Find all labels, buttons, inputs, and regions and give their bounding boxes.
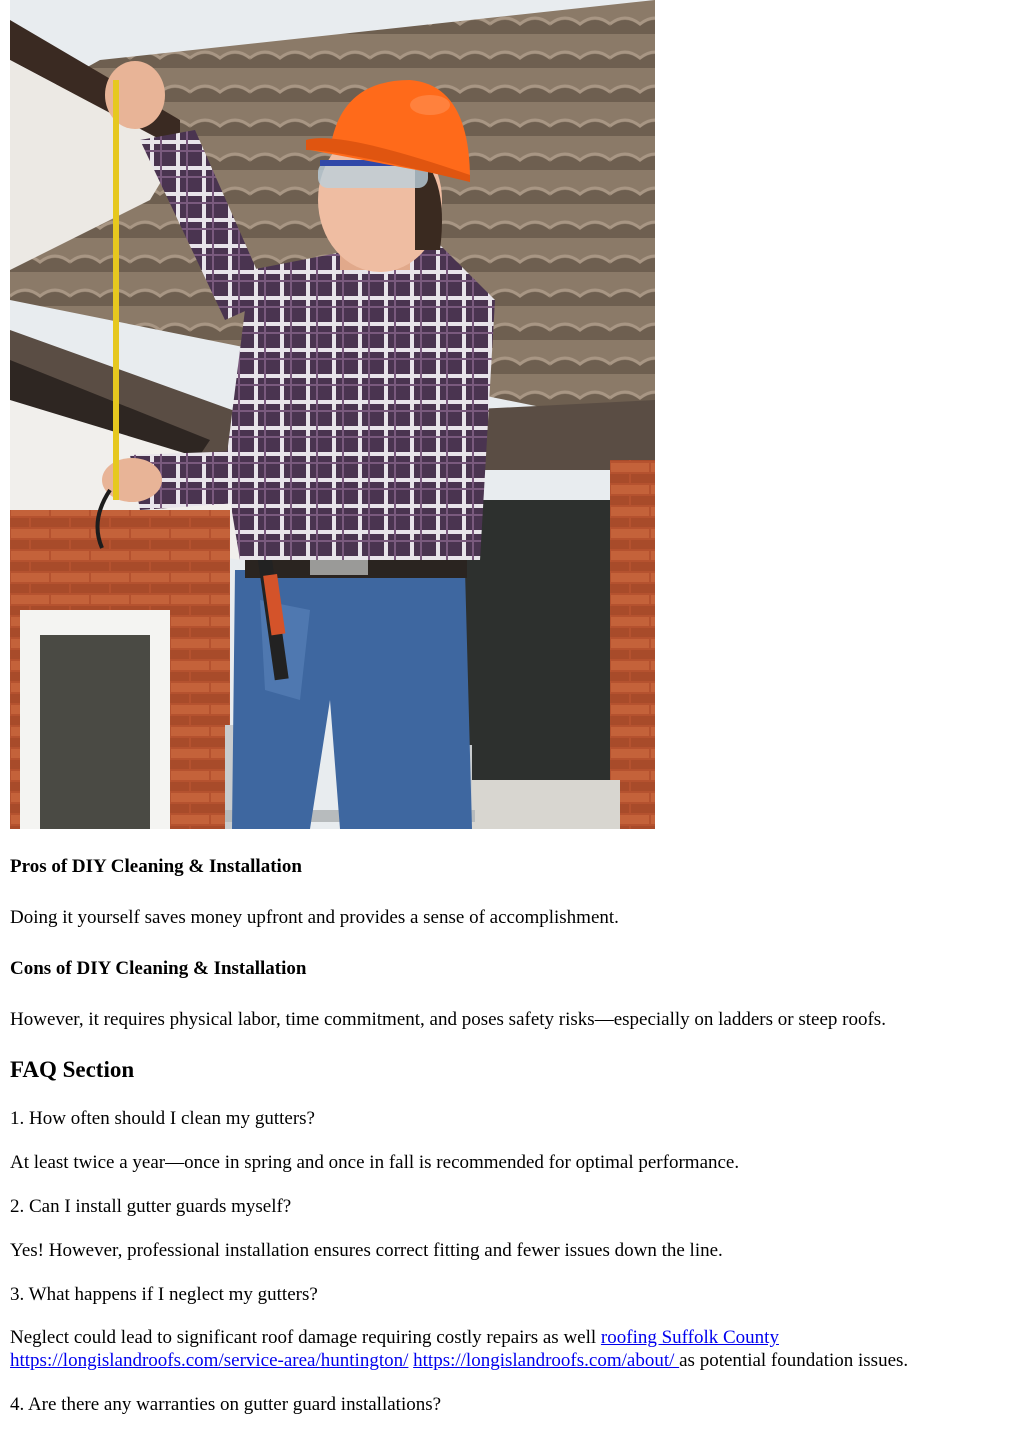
faq-answer-3-text-after: as potential foundation issues.	[679, 1350, 909, 1371]
article	[10, 0, 1010, 1415]
faq-answer-3	[10, 1326, 1010, 1372]
cons-paragraph: However, it requires physical labor, time commitment, and poses safety risks—especially on ladders or steep roofs.	[10, 1009, 886, 1030]
hero-photo-illustration	[10, 0, 655, 829]
huntington-service-area-link[interactable]: https://longislandroofs.com/service-area/huntington/	[10, 1350, 409, 1371]
faq-question-2: 2. Can I install gutter guards myself?	[10, 1196, 292, 1217]
faq-answer-3-text-before: Neglect could lead to significant roof damage requiring costly repairs as well	[10, 1327, 601, 1348]
faq-question-1: 1. How often should I clean my gutters?	[10, 1108, 315, 1129]
faq-answer-1: At least twice a year—once in spring and once in fall is recommended for optimal performance.	[10, 1152, 740, 1173]
pros-heading: Pros of DIY Cleaning & Installation	[10, 856, 302, 877]
roofing-suffolk-county-link[interactable]: roofing Suffolk County	[600, 1327, 779, 1348]
faq-heading: FAQ Section	[10, 1057, 135, 1082]
faq-question-4: 4. Are there any warranties on gutter guard installations?	[10, 1394, 442, 1415]
faq-question-3: 3. What happens if I neglect my gutters?	[10, 1284, 318, 1305]
hero-photo	[10, 0, 655, 829]
about-page-link[interactable]: https://longislandroofs.com/about/	[413, 1350, 680, 1371]
cons-heading: Cons of DIY Cleaning & Installation	[10, 958, 307, 979]
pros-paragraph: Doing it yourself saves money upfront and provides a sense of accomplishment.	[10, 907, 619, 928]
faq-answer-2: Yes! However, professional installation ensures correct fitting and fewer issues down the line.	[10, 1240, 723, 1261]
